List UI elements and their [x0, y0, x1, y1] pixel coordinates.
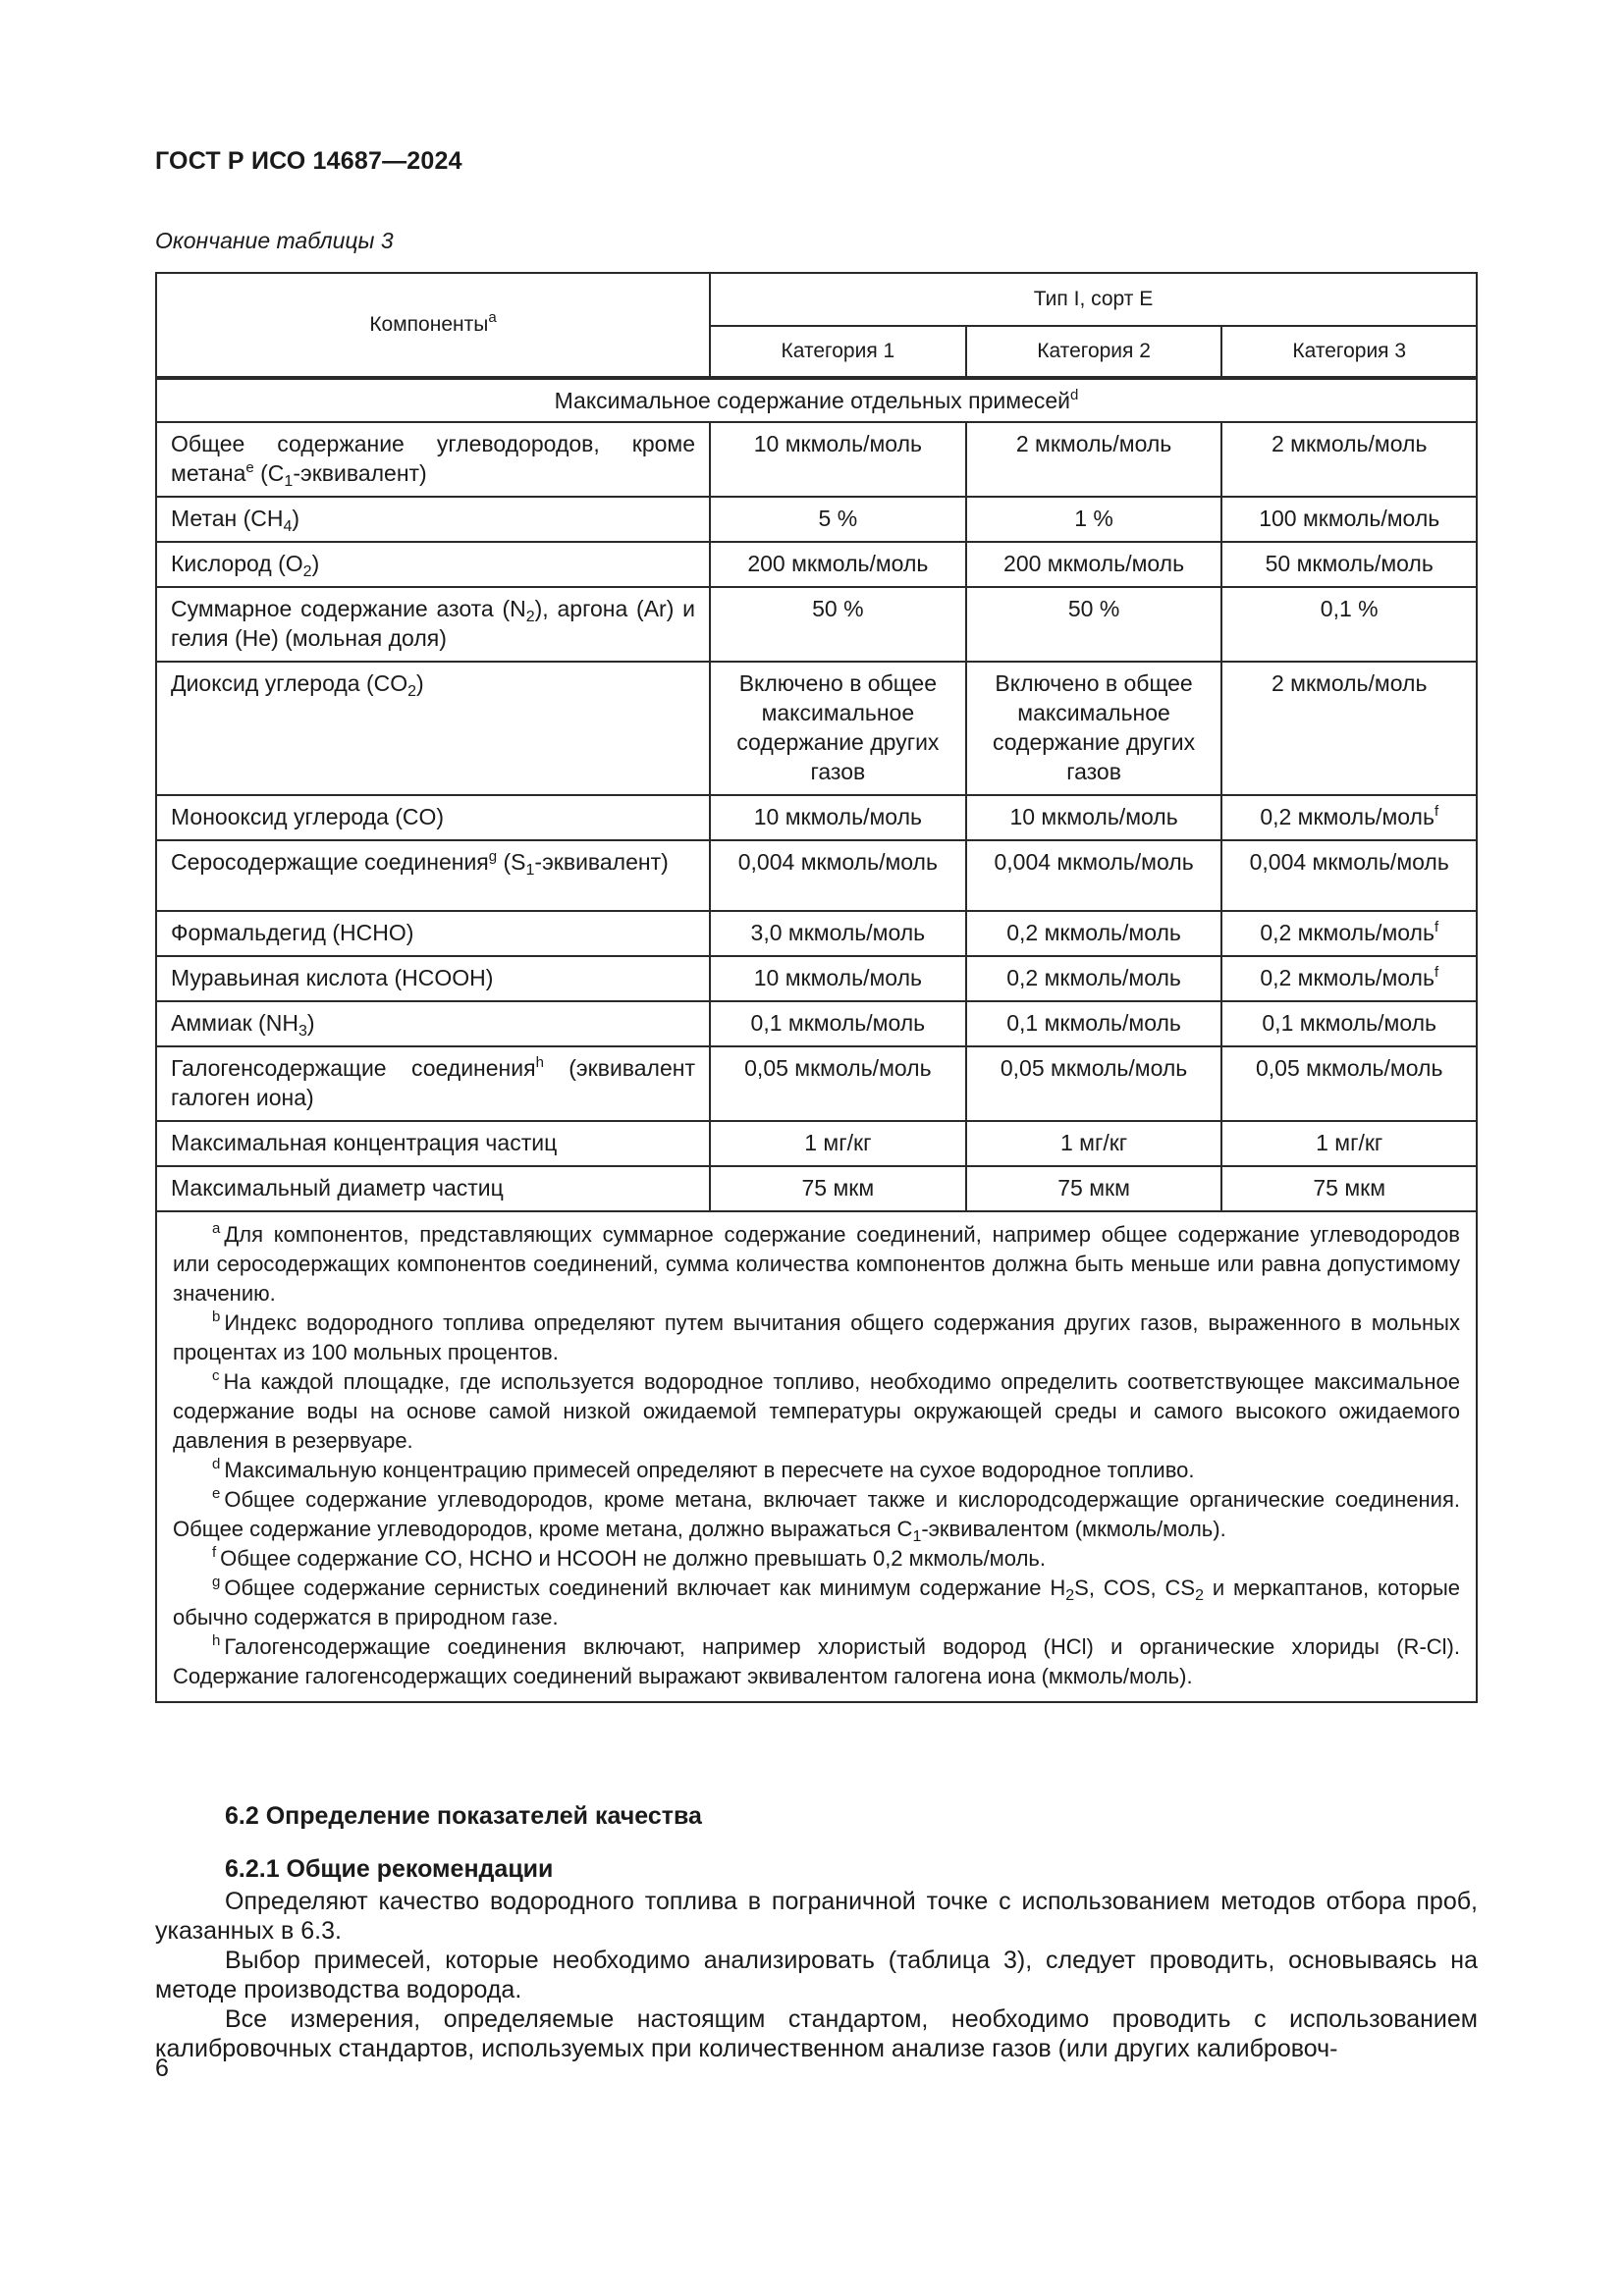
component-name: Аммиак $(NH_3)$	[156, 1001, 710, 1046]
component-name: Максимальный диаметр частиц	[156, 1166, 710, 1211]
table-row	[156, 542, 1477, 587]
component-name: Максимальная концентрация частиц	[156, 1121, 710, 1166]
paragraph: Выбор примесей, которые необходимо анализировать (таблица 3), следует проводить, основываясь на методе производства водорода.	[155, 1947, 1478, 2003]
value-cell: 200 мкмоль/моль	[710, 542, 966, 587]
value-cell: 0,2 мкмоль/моль$^f$	[1221, 795, 1477, 840]
value-cell: 2 мкмоль/моль	[1221, 422, 1477, 497]
table-note: $^h$ Галогенсодержащие соединения включают, например хлористый водород (HCl) и органические хлориды (R-Cl). Содержание галогенсодержащих соединений выражают эквивалентом галогена иона (мкмоль/моль).	[173, 1632, 1460, 1688]
value-cell: 2 мкмоль/моль	[966, 422, 1222, 497]
value-cell: 1 %	[966, 497, 1222, 542]
value-cell: 0,1 мкмоль/моль	[966, 1001, 1222, 1046]
value-cell: 75 мкм	[966, 1166, 1222, 1211]
value-cell: 10 мкмоль/моль	[710, 422, 966, 497]
table-row	[156, 911, 1477, 956]
value-cell: 0,1 мкмоль/моль	[710, 1001, 966, 1046]
category-2-header: Категория 2	[966, 326, 1222, 378]
table-note: $^e$ Общее содержание углеводородов, кроме метана, включает также и кислородсодержащие органические соединения. Общее содержание углеводородов, кроме метана, должно выражаться $C_1$-эквивалентом (мкмоль/моль).	[173, 1485, 1460, 1545]
value-cell: 0,2 мкмоль/моль	[966, 911, 1222, 956]
component-name: Диоксид углерода $(CO_2)$	[156, 662, 710, 795]
table-header-row	[156, 273, 1477, 326]
table-note: $^c$ На каждой площадке, где используется водородное топливо, необходимо определить соответствующее максимальное содержание воды на основе самой низкой ожидаемой температуры окружающей среды и самого высокого ожидаемого давления в резервуаре.	[173, 1367, 1460, 1453]
table-row	[156, 422, 1477, 497]
section-title-cell: Максимальное содержание отдельных примесей$^d$	[156, 378, 1477, 422]
value-cell: 50 %	[710, 587, 966, 662]
category-3-header: Категория 3	[1221, 326, 1477, 378]
table-note: $^d$ Максимальную концентрацию примесей определяют в пересчете на сухое водородное топливо.	[212, 1456, 1195, 1482]
requirements-table	[155, 272, 1478, 1703]
value-cell: 1 мг/кг	[966, 1121, 1222, 1166]
component-name: Метан $(CH_4)$	[156, 497, 710, 542]
value-cell: Включено в общее максимальное содержание других газов	[710, 662, 966, 795]
value-cell: 3,0 мкмоль/моль	[710, 911, 966, 956]
value-cell: 100 мкмоль/моль	[1221, 497, 1477, 542]
value-cell: 0,05 мкмоль/моль	[1221, 1046, 1477, 1121]
value-cell: 50 %	[966, 587, 1222, 662]
value-cell: 0,2 мкмоль/моль	[966, 956, 1222, 1001]
table-row	[156, 1001, 1477, 1046]
table-row	[156, 1121, 1477, 1166]
value-cell: 1 мг/кг	[1221, 1121, 1477, 1166]
table-row	[156, 497, 1477, 542]
document-header: ГОСТ Р ИСО 14687—2024	[155, 147, 462, 175]
value-cell: 0,2 мкмоль/моль$^f$	[1221, 956, 1477, 1001]
value-cell: 10 мкмоль/моль	[966, 795, 1222, 840]
value-cell: 50 мкмоль/моль	[1221, 542, 1477, 587]
table-note: $^g$ Общее содержание сернистых соединений включает как минимум содержание $H_2S$, COS, $CS_2$ и меркаптанов, которые обычно содержатся в природном газе.	[173, 1574, 1460, 1629]
component-name: Кислород $(O_2)$	[156, 542, 710, 587]
table-notes-row	[156, 1211, 1477, 1702]
table-caption: Окончание таблицы 3	[155, 228, 394, 253]
page-number: 6	[155, 2055, 169, 2082]
table-note: $^b$ Индекс водородного топлива определяют путем вычитания общего содержания других газов, выраженного в мольных процентах из 100 мольных процентов.	[173, 1308, 1460, 1364]
value-cell: Включено в общее максимальное содержание других газов	[966, 662, 1222, 795]
value-cell: 5 %	[710, 497, 966, 542]
value-cell: 0,05 мкмоль/моль	[966, 1046, 1222, 1121]
section-row	[156, 378, 1477, 422]
table-row	[156, 587, 1477, 662]
value-cell: 75 мкм	[1221, 1166, 1477, 1211]
components-header: Компоненты$^a$	[156, 273, 710, 378]
subsection-title: 6.2.1 Общие рекомендации	[225, 1855, 554, 1883]
value-cell: 0,004 мкмоль/моль	[1221, 840, 1477, 911]
table-note: $^a$ Для компонентов, представляющих суммарное содержание соединений, например общее содержание углеводородов или серосодержащих компонентов соединений, сумма количества компонентов должна быть меньше или равна допустимому значению.	[173, 1220, 1460, 1306]
category-1-header: Категория 1	[710, 326, 966, 378]
value-cell: 1 мг/кг	[710, 1121, 966, 1166]
value-cell: 10 мкмоль/моль	[710, 956, 966, 1001]
table-row	[156, 795, 1477, 840]
body-text	[155, 1887, 1478, 2063]
paragraph: Определяют качество водородного топлива в пограничной точке с использованием методов отбора проб, указанных в 6.3.	[155, 1888, 1478, 1945]
value-cell: 0,2 мкмоль/моль$^f$	[1221, 911, 1477, 956]
value-cell: 2 мкмоль/моль	[1221, 662, 1477, 795]
value-cell: 0,1 %	[1221, 587, 1477, 662]
value-cell: 75 мкм	[710, 1166, 966, 1211]
component-name: Серосодержащие соединения$^g$ $(S_1-эквивалент)$	[156, 840, 710, 911]
table-row	[156, 956, 1477, 1001]
value-cell: 0,004 мкмоль/моль	[710, 840, 966, 911]
value-cell: 10 мкмоль/моль	[710, 795, 966, 840]
component-name: Формальдегид (HCHO)	[156, 911, 710, 956]
value-cell: 0,05 мкмоль/моль	[710, 1046, 966, 1121]
table-row	[156, 662, 1477, 795]
component-name: Муравьиная кислота (HCOOH)	[156, 956, 710, 1001]
table-note: $^f$ Общее содержание CO, HCHO и HCOOH не должно превышать 0,2 мкмоль/моль.	[212, 1544, 1046, 1571]
value-cell: 200 мкмоль/моль	[966, 542, 1222, 587]
section-title: 6.2 Определение показателей качества	[225, 1802, 702, 1830]
paragraph: Все измерения, определяемые настоящим стандартом, необходимо проводить с использованием калибровочных стандартов, используемых при количественном анализе газов (или других калибровоч-	[155, 2005, 1478, 2062]
table-row	[156, 1046, 1477, 1121]
table-row	[156, 1166, 1477, 1211]
table-row	[156, 840, 1477, 911]
component-name: Монооксид углерода (CO)	[156, 795, 710, 840]
component-name: Общее содержание углеводородов, кроме метана$^e$ $(C_1-эквивалент)$	[156, 422, 710, 497]
value-cell: 0,004 мкмоль/моль	[966, 840, 1222, 911]
table-notes	[156, 1211, 1477, 1702]
type-header: Тип I, сорт E	[710, 273, 1477, 326]
component-name: Суммарное содержание азота $(N_2)$, аргона (Ar) и гелия (He) (мольная доля)	[156, 587, 710, 662]
value-cell: 0,1 мкмоль/моль	[1221, 1001, 1477, 1046]
component-name: Галогенсодержащие соединения$^h$ (эквивалент галоген иона)	[156, 1046, 710, 1121]
